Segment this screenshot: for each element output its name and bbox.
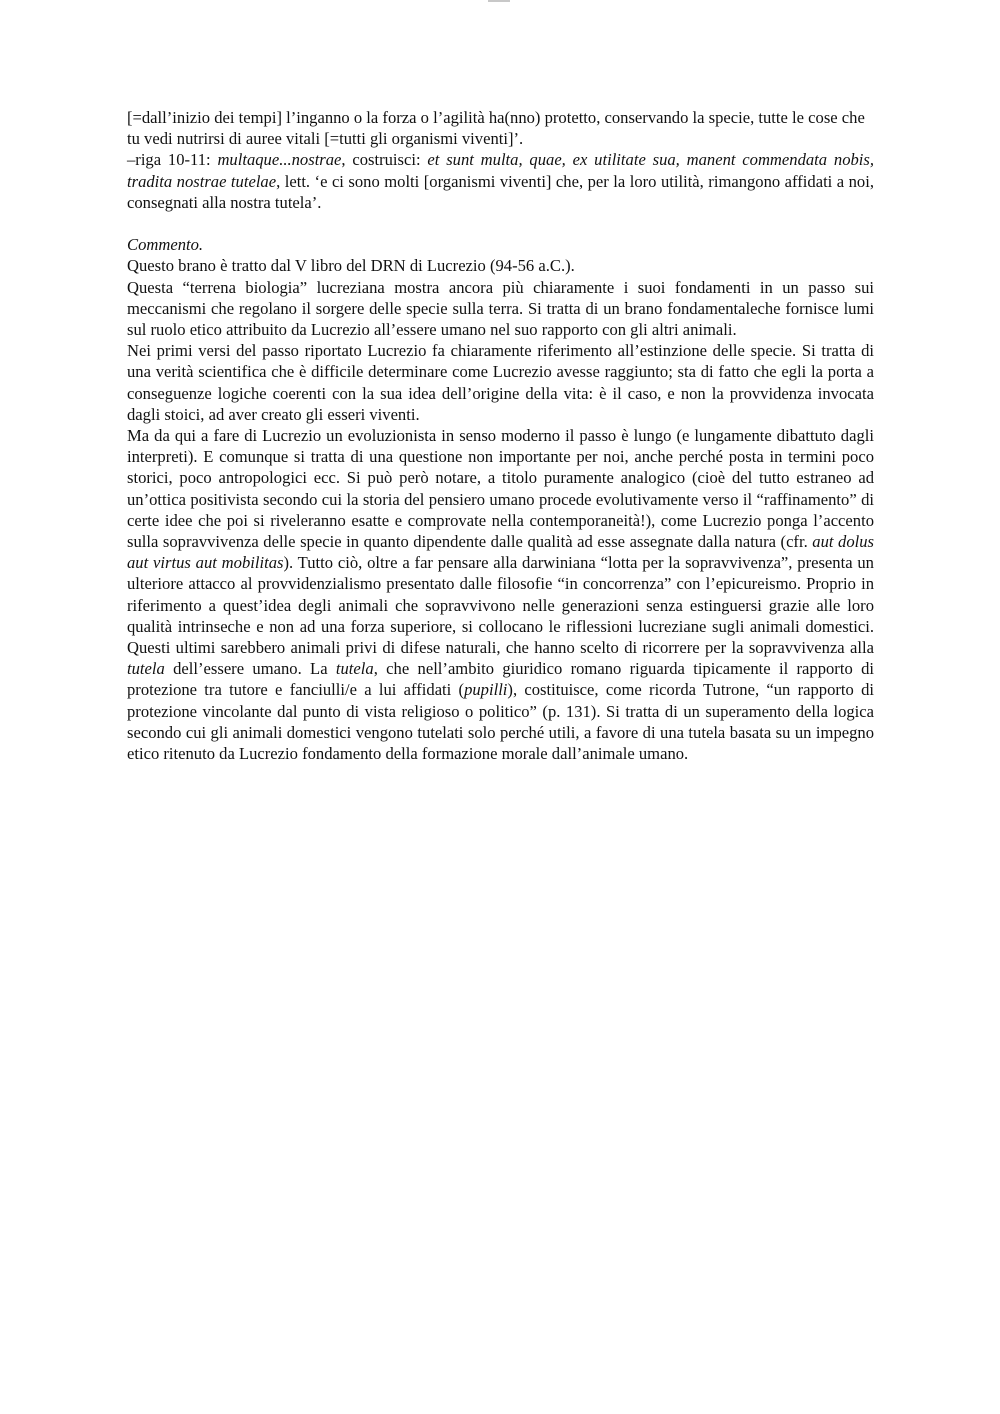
- note-latin-ref: multaque...nostrae: [217, 150, 342, 170]
- note-prefix: –riga 10-11:: [127, 150, 218, 170]
- note-translation: , lett. ‘e ci sono molti [organismi viventi] che, per la loro utilità, rimangono affidati a noi, consegnati alla nostra tutela’.: [127, 171, 874, 212]
- comment-paragraph-1: Questo brano è tratto dal V libro del DRN di Lucrezio (94-56 a.C.).: [127, 256, 575, 276]
- text-run: dell’essere umano. La: [164, 659, 336, 679]
- comment-paragraph-2: Questa “terrena biologia” lucreziana mostra ancora più chiaramente i suoi fondamenti in un passo sui meccanismi che regolano il sorgere delle specie sulla terra. Si tratta di un brano fondamentaleche fornisce lumi sul ruolo etico attribuito da Lucrezio all’essere umano nel suo rapporto con gli altri animali.: [127, 277, 874, 340]
- translation-continuation: [=dall’inizio dei tempi] l’inganno o la forza o l’agilità ha(nno) protetto, conservando la specie, tutte le cose che tu vedi nutrirsi di auree vitali [=tutti gli organismi viventi]’.: [127, 108, 865, 149]
- section-heading: Commento.: [127, 235, 204, 255]
- note-line-10-11: [127, 149, 874, 213]
- italic-term: pupilli: [464, 680, 508, 700]
- comment-paragraph-4: [127, 425, 874, 764]
- note-latin-construction: et sunt multa, quae, ex utilitate sua, manent commendata nobis, tradita nostrae tutelae: [127, 150, 874, 191]
- document-body: [127, 107, 874, 764]
- italic-term: tutela: [127, 659, 165, 679]
- header-mark: [488, 0, 510, 2]
- text-run: ), costituisce, come ricorda Tutrone, “un rapporto di protezione vincolante dal punto di vista religioso o politico” (p. 131). Si tratta di un superamento della logica secondo cui gli animali domestici vengono tutelati solo perché utili, a favore di una tutela basata su un impegno etico ritenuto da Lucrezio fondamento della formazione morale dall’animale umano.: [127, 680, 874, 764]
- note-mid: , costruisci:: [341, 150, 428, 170]
- text-run: ). Tutto ciò, oltre a far pensare alla darwiniana “lotta per la sopravvivenza”, presenta un ulteriore attacco al provvidenzialismo presentato dalle filosofie “in concorrenza” con l’epicureismo. Proprio in riferimento a quest’idea degli animali che sopravvivono nelle generazioni senza estinguersi grazie alle loro qualità intrinseche e non ad una forza superiore, si collocano le riflessioni lucreziane sugli animali domestici. Questi ultimi sarebbero animali privi di difese naturali, che hanno scelto di ricorrere per la sopravvivenza alla: [127, 553, 874, 658]
- latin-quote: aut dolus aut virtus aut mobilitas: [127, 532, 875, 573]
- italic-term: tutela: [335, 659, 374, 679]
- text-run: Ma da qui a fare di Lucrezio un evoluzionista in senso moderno il passo è lungo (e lungamente dibattuto dagli interpreti). E comunque si tratta di una questione non importante per noi, anche perché posta in termini poco storici, poco antropologici ecc. Si può però notare, a titolo puramente analogico (cioè del tutto estraneo ad un’ottica positivista secondo cui la storia del pensiero umano procede evolutivamente verso il “raffinamento” di certe idee che poi si riveleranno esatte e comprovate nella contemporaneità!), come Lucrezio ponga l’accento sulla sopravvivenza delle specie in quanto dipendente dalle qualità ad esse assegnate dalla natura (cfr.: [127, 426, 874, 552]
- text-run: , che nell’ambito giuridico romano riguarda tipicamente il rapporto di protezione tra tutore e fanciulli/e a lui affidati (: [127, 659, 874, 700]
- paragraph-gap: [127, 213, 874, 234]
- comment-paragraph-3: Nei primi versi del passo riportato Lucrezio fa chiaramente riferimento all’estinzione delle specie. Si tratta di una verità scientifica che è difficile determinare come Lucrezio avesse raggiunto; sta di fatto che egli la porta a conseguenze logiche coerenti con la sua idea dell’origine della vita: è il caso, e non la provvidenza invocata dagli stoici, ad aver creato gli esseri viventi.: [127, 341, 874, 424]
